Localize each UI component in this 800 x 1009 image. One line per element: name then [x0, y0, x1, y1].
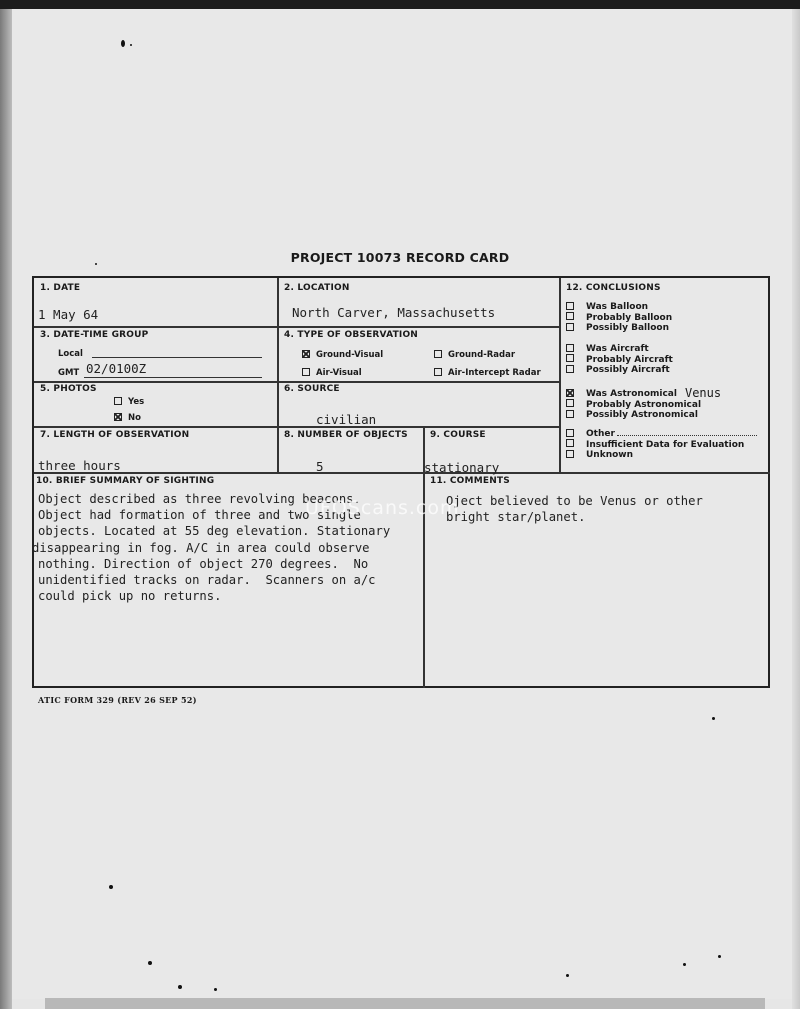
checkbox-icon [566, 429, 574, 437]
summary-line: unidentified tracks on radar. Scanners on a/c [38, 573, 376, 588]
comment-line: Oject believed to be Venus or other [446, 494, 703, 508]
conclusion-was-balloon[interactable]: Was Balloon [566, 302, 672, 313]
photos-option-yes[interactable]: Yes [114, 397, 144, 407]
course-label: 9. COURSE [430, 430, 486, 440]
summary-line: nothing. Direction of object 270 degrees. No [38, 556, 369, 571]
comments-text [446, 493, 703, 525]
date-time-group-label: 3. DATE-TIME GROUP [40, 330, 149, 340]
astronomical-annotation: Venus [684, 386, 722, 400]
divider [34, 472, 770, 474]
summary-line: Object had formation of three and two single [38, 508, 361, 523]
source-value: civilian [316, 412, 377, 427]
conclusion-possibly-aircraft[interactable]: Possibly Aircraft [566, 365, 673, 376]
checkbox-icon [302, 368, 310, 376]
option-ground-radar[interactable]: Ground-Radar [434, 350, 515, 360]
divider [277, 278, 279, 472]
scan-top-border [0, 0, 800, 9]
length-of-observation-label: 7. LENGTH OF OBSERVATION [40, 430, 190, 440]
summary-line: Object described as three revolving beacons. [38, 492, 361, 506]
gmt-label: GMT [58, 368, 80, 378]
location-value: North Carver, Massachusetts [292, 305, 496, 320]
gmt-field-line [84, 377, 262, 378]
summary-line: disappearing in fog. A/C in area could observe [32, 540, 370, 555]
scan-bottom-edge [45, 998, 765, 1009]
source-label: 6. SOURCE [284, 384, 340, 394]
dust-speck [148, 961, 152, 965]
divider [34, 326, 560, 328]
option-ground-visual[interactable]: Ground-Visual [302, 350, 383, 360]
checkbox-icon [566, 302, 574, 310]
scan-left-edge [0, 9, 12, 1009]
dust-speck [566, 974, 569, 977]
dust-speck [109, 885, 113, 889]
number-of-objects-label: 8. NUMBER OF OBJECTS [284, 430, 408, 440]
conclusions-group-astronomical [566, 387, 721, 421]
checkbox-icon [566, 439, 574, 447]
comments-label: 11. COMMENTS [430, 476, 510, 486]
dust-speck [214, 988, 217, 991]
conclusion-was-aircraft[interactable]: Was Aircraft [566, 344, 673, 355]
conclusions-label: 12. CONCLUSIONS [566, 283, 661, 293]
option-air-visual[interactable]: Air-Visual [302, 368, 362, 378]
dust-speck [130, 44, 132, 46]
conclusion-was-astronomical[interactable]: Was Astronomical Venus [566, 387, 721, 400]
form-number: ATIC FORM 329 (REV 26 SEP 52) [38, 695, 197, 705]
checkbox-icon [566, 410, 574, 418]
record-card [32, 276, 770, 688]
checkbox-icon [566, 312, 574, 320]
conclusion-other[interactable]: Other [566, 429, 757, 440]
checkbox-checked-icon [114, 413, 122, 421]
checkbox-icon [434, 368, 442, 376]
conclusions-group-other [566, 429, 757, 461]
watermark: UFOScans.com [305, 497, 460, 519]
type-of-observation-label: 4. TYPE OF OBSERVATION [284, 330, 419, 340]
date-label: 1. DATE [40, 283, 81, 293]
dust-speck [718, 955, 721, 958]
dust-speck [712, 717, 715, 720]
local-label: Local [58, 349, 83, 359]
length-of-observation-value: three hours [38, 458, 121, 473]
scan-right-edge [792, 9, 800, 1009]
conclusions-group-balloon [566, 302, 672, 334]
dust-speck [178, 985, 182, 989]
local-field-line [92, 357, 262, 358]
comment-line: bright star/planet. [446, 510, 586, 525]
date-value: 1 May 64 [38, 307, 99, 322]
other-blank-line[interactable] [617, 435, 757, 436]
checkbox-icon [434, 350, 442, 358]
checkbox-icon [566, 399, 574, 407]
photos-option-no[interactable]: No [114, 413, 141, 423]
checkbox-icon [566, 323, 574, 331]
conclusions-group-aircraft [566, 344, 673, 376]
checkbox-checked-icon [302, 350, 310, 358]
brief-summary-label: 10. BRIEF SUMMARY OF SIGHTING [36, 476, 215, 486]
checkbox-checked-icon [566, 389, 574, 397]
number-of-objects-value: 5 [316, 459, 324, 474]
conclusion-probably-astronomical[interactable]: Probably Astronomical [566, 400, 721, 411]
conclusion-probably-balloon[interactable]: Probably Balloon [566, 313, 672, 324]
summary-line: could pick up no returns. [38, 589, 222, 604]
checkbox-icon [566, 450, 574, 458]
divider [559, 278, 561, 472]
gmt-value[interactable]: 02/0100Z [86, 361, 147, 376]
conclusion-insufficient-data[interactable]: Insufficient Data for Evaluation [566, 440, 757, 451]
conclusion-possibly-astronomical[interactable]: Possibly Astronomical [566, 410, 721, 421]
course-value: stationary [424, 460, 500, 475]
dust-speck [121, 40, 125, 47]
divider [34, 426, 560, 428]
divider [34, 381, 560, 383]
conclusion-probably-aircraft[interactable]: Probably Aircraft [566, 355, 673, 366]
checkbox-icon [566, 354, 574, 362]
summary-line: objects. Located at 55 deg elevation. Stationary [38, 524, 391, 539]
checkbox-icon [114, 397, 122, 405]
dust-speck [683, 963, 686, 966]
photos-label: 5. PHOTOS [40, 384, 97, 394]
document-title: PROJECT 10073 RECORD CARD [290, 250, 510, 265]
location-label: 2. LOCATION [284, 283, 350, 293]
option-air-intercept-radar[interactable]: Air-Intercept Radar [434, 368, 541, 378]
conclusion-unknown[interactable]: Unknown [566, 450, 757, 461]
conclusion-possibly-balloon[interactable]: Possibly Balloon [566, 323, 672, 334]
checkbox-icon [566, 365, 574, 373]
checkbox-icon [566, 344, 574, 352]
